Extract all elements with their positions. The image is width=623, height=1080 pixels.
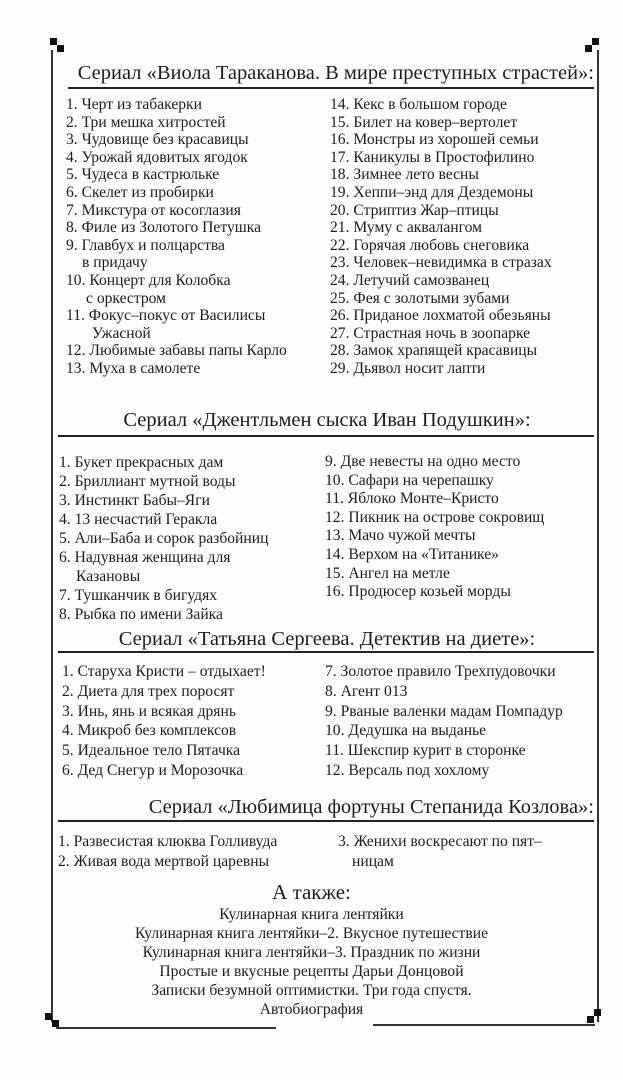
list-item: 29. Дьявол носит лапти: [330, 359, 486, 377]
list-item: 1. Черт из табакерки: [66, 96, 202, 113]
list-item: 8. Рыбка по имени Зайка: [59, 606, 223, 623]
list-item: 8. Филе из Золотого Петушка: [66, 219, 262, 237]
list-item: 20. Стриптиз Жар–птицы: [330, 201, 499, 219]
list-item: 11. Шекспир курит в сторонке: [325, 742, 526, 760]
list-item: 17. Каникулы в Простофилино: [330, 148, 535, 166]
list-item: 16. Монстры из хорошей семьи: [330, 131, 539, 149]
frame-left-border: [51, 50, 53, 1022]
list-item: 6. Дед Снегур и Морозочка: [62, 761, 244, 779]
corner-ornament-tr2: [585, 45, 592, 52]
list-item: 10. Сафари на черепашку: [325, 471, 494, 489]
list-item: 26. Приданое лохматой обезьяны: [330, 307, 551, 325]
book-list-left: [66, 96, 287, 378]
list-item: 13. Мачо чужой мечты: [325, 527, 476, 545]
list-item: 14. Верхом на «Титанике»: [325, 545, 499, 563]
list-item-continuation: Казановы: [76, 568, 141, 585]
list-item: 5. Али–Баба и сорок разбойниц: [59, 530, 269, 547]
book-list-left: [62, 662, 266, 781]
book-list-right: [330, 96, 552, 378]
book-list-right: [338, 832, 542, 871]
list-item: 25. Фея с золотыми зубами: [330, 289, 510, 307]
list-item: 18. Зимнее лето весны: [330, 166, 479, 184]
section-title-sergeeva: Сериал «Татьяна Сергеева. Детектив на диете»:: [118, 628, 536, 650]
section-rule: [58, 435, 594, 437]
list-item: 3. Инстинкт Бабы–Яги: [59, 492, 210, 509]
list-item: 4. Микроб без комплексов: [62, 722, 237, 740]
list-item: 12. Любимые забавы папы Карло: [66, 342, 287, 360]
list-item: 1. Букет прекрасных дам: [59, 454, 224, 471]
frame-bottom-border-left: [56, 1027, 276, 1029]
list-item: 2. Три мешка хитростей: [66, 113, 226, 131]
list-item: 15. Ангел на метле: [325, 564, 450, 582]
corner-ornament-tl2: [57, 45, 64, 52]
list-item: 12. Пикник на острове сокровищ: [325, 508, 545, 526]
book-list-right: [325, 662, 563, 781]
list-item: 21. Муму с аквалангом: [330, 219, 482, 237]
list-item: 28. Замок храпящей красавицы: [330, 342, 538, 360]
list-item: 6. Скелет из пробирки: [66, 183, 214, 201]
list-item: Кулинарная книга лентяйки: [219, 906, 404, 923]
corner-ornament-tl: [50, 38, 57, 45]
list-item: 3. Женихи воскресают по пят–: [338, 833, 542, 850]
book-list-left: [58, 832, 277, 871]
section-title-podushkin: Сериал «Джентльмен сыска Иван Подушкин»:: [123, 409, 531, 431]
list-item: 7. Тушканчик в бигудях: [59, 587, 218, 604]
section-rule: [58, 651, 594, 653]
list-item: 10. Дедушка на выданье: [325, 722, 487, 740]
section-rule: [58, 820, 594, 822]
list-item: 5. Чудеса в кастрюльке: [66, 166, 220, 184]
list-item: 23. Человек–невидимка в стразах: [330, 254, 552, 272]
section-rule: [68, 87, 594, 89]
corner-ornament-bl2: [52, 1020, 59, 1027]
list-item-continuation: ницам: [352, 852, 394, 870]
list-item: 3. Чудовище без красавицы: [66, 131, 249, 149]
list-item: 22. Горячая любовь снеговика: [330, 236, 530, 254]
list-item: 9. Две невесты на одно место: [325, 453, 521, 470]
corner-ornament-tr: [592, 38, 599, 45]
also-title: А также:: [272, 880, 351, 904]
list-item: 10. Концерт для Колобка: [66, 271, 231, 289]
list-item: 13. Муха в самолете: [66, 359, 201, 377]
list-item: 7. Микстура от косоглазия: [66, 201, 241, 219]
book-list-left: [59, 453, 268, 624]
list-item: 3. Инь, янь и всякая дрянь: [62, 702, 236, 720]
list-item-continuation: Ужасной: [92, 324, 151, 342]
list-item: 6. Надувная женщина для: [59, 549, 231, 566]
list-item: 1. Старуха Кристи – отдыхает!: [62, 663, 266, 680]
list-item: 7. Золотое правило Трехпудовочки: [325, 663, 556, 680]
list-item: 2. Диета для трех поросят: [62, 682, 235, 700]
list-item: 1. Развесистая клюква Голливуда: [58, 833, 278, 850]
list-item: Записки безумной оптимистки. Три года спустя.: [151, 982, 472, 999]
list-item: 2. Бриллиант мутной воды: [59, 473, 236, 490]
section-title-kozlova: Сериал «Любимица фортуны Степанида Козлова»:: [148, 796, 594, 818]
list-item: 11. Яблоко Монте–Кристо: [325, 490, 499, 508]
list-item: 12. Версаль под хохлому: [325, 761, 490, 779]
list-item-continuation: с оркестром: [86, 289, 167, 307]
list-item-continuation: в придачу: [82, 254, 148, 272]
list-item: 16. Продюсер козьей морды: [325, 583, 511, 601]
also-list: [0, 905, 623, 1019]
list-item: 4. 13 несчастий Геракла: [59, 511, 218, 528]
book-list-right: [325, 453, 544, 602]
list-item: 5. Идеальное тело Пятачка: [62, 742, 241, 760]
list-item: 24. Летучий самозванец: [330, 271, 490, 289]
list-item: 15. Билет на ковер–вертолет: [330, 113, 518, 131]
list-item: Простые и вкусные рецепты Дарьи Донцовой: [159, 963, 464, 980]
list-item: 9. Главбух и полцарства: [66, 236, 225, 254]
list-item: 14. Кекс в большом городе: [330, 96, 507, 113]
list-item: Кулинарная книга лентяйки–2. Вкусное путешествие: [134, 925, 489, 942]
list-item: 9. Рваные валенки мадам Помпадур: [325, 702, 563, 720]
list-item: 4. Урожай ядовитых ягодок: [66, 148, 248, 166]
list-item: 19. Хеппи–энд для Дездемоны: [330, 183, 534, 201]
list-item: 27. Страстная ночь в зоопарке: [330, 324, 531, 342]
list-item: Кулинарная книга лентяйки–3. Праздник по жизни: [142, 944, 481, 961]
list-item: 2. Живая вода мертвой царевны: [58, 852, 270, 870]
frame-bottom-border-right: [373, 1024, 595, 1026]
frame-right-border: [597, 50, 599, 1022]
list-item: Автобиография: [259, 1001, 364, 1018]
list-item: 11. Фокус–покус от Василисы: [66, 307, 266, 325]
list-item: 8. Агент 013: [325, 682, 408, 700]
section-title-viola: Сериал «Виола Тараканова. В мире преступных страстей»:: [77, 62, 594, 84]
